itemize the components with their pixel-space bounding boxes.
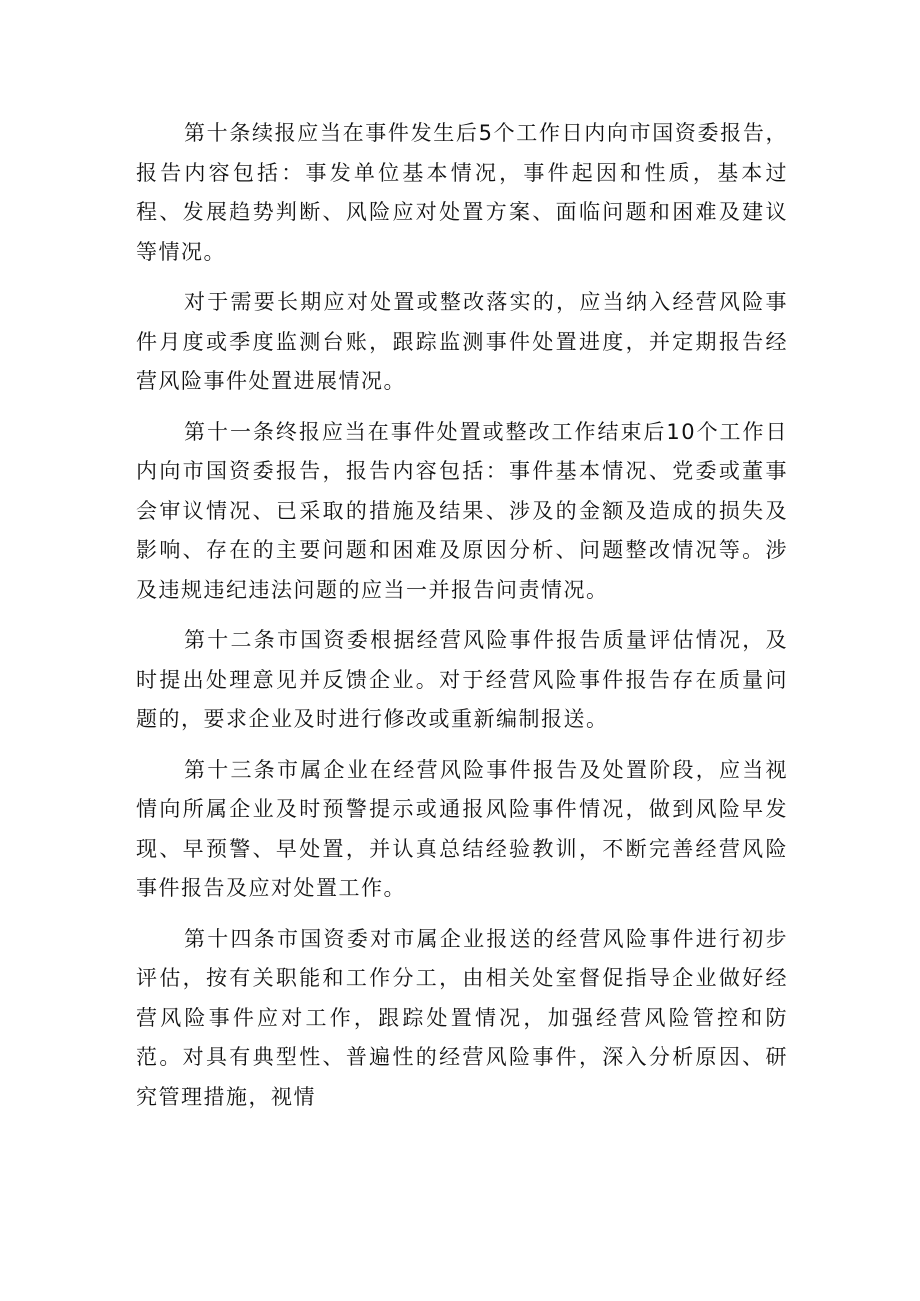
document-body (136, 114, 788, 1128)
paragraph-article-13-early-warning: 第十三条市属企业在经营风险事件报告及处置阶段，应当视情向所属企业及时预警提示或通报风险事件情况，做到风险早发现、早预警、早处置，并认真总结经验教训，不断完善经营风险事件报告及应对处置工作。 (136, 757, 788, 900)
paragraph-article-11-final-report: 第十一条终报应当在事件处置或整改工作结束后10个工作日内向市国资委报告，报告内容包括：事件基本情况、党委或董事会审议情况、已采取的措施及结果、涉及的金额及造成的损失及影响、存在的主要问题和困难及原因分析、问题整改情况等。涉及违规违纪违法问题的应当一并报告问责情况。 (136, 419, 788, 602)
paragraph-article-12-quality-review: 第十二条市国资委根据经营风险事件报告质量评估情况，及时提出处理意见并反馈企业。对于经营风险事件报告存在质量问题的，要求企业及时进行修改或重新编制报送。 (136, 628, 788, 731)
paragraph-article-10-followup: 第十条续报应当在事件发生后5个工作日内向市国资委报告，报告内容包括：事发单位基本情况，事件起因和性质，基本过程、发展趋势判断、风险应对处置方案、面临问题和困难及建议等情况。 (136, 121, 788, 264)
paragraph-long-term-monitoring: 对于需要长期应对处置或整改落实的，应当纳入经营风险事件月度或季度监测台账，跟踪监测事件处置进度，并定期报告经营风险事件处置进展情况。 (136, 290, 788, 393)
paragraph-article-14-assessment: 第十四条市国资委对市属企业报送的经营风险事件进行初步评估，按有关职能和工作分工，由相关处室督促指导企业做好经营风险事件应对工作，跟踪处置情况，加强经营风险管控和防范。对具有典型性、普遍性的经营风险事件，深入分析原因、研究管理措施，视情 (136, 926, 788, 1109)
